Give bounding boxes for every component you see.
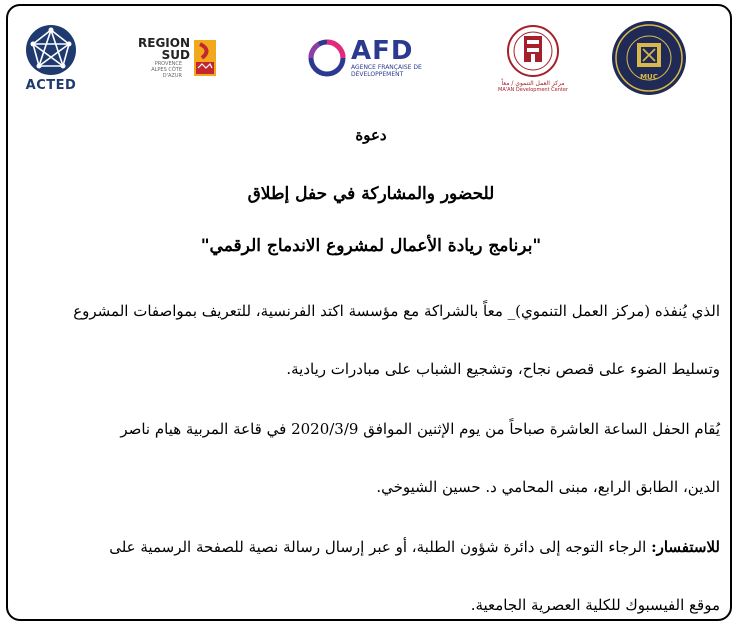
- afd-logo-subtext: AGENCE FRANÇAISE DE DÉVELOPPEMENT: [351, 64, 422, 78]
- paragraph-3-line-2: موقع الفيسبوك للكلية العصرية الجامعية.: [470, 596, 720, 614]
- maan-logo-english-text: MA'AN Development Center: [498, 86, 568, 93]
- muc-seal-icon: [607, 19, 691, 97]
- afd-logo-text: AFD: [351, 36, 414, 66]
- maan-logo: [494, 18, 572, 98]
- muc-logo: [606, 18, 692, 98]
- region-sud-text: REGION SUD: [138, 36, 190, 62]
- maan-emblem-icon: [504, 24, 562, 78]
- paragraph-1-line-1: الذي يُنفذه (مركز العمل التنموي)_ معاً بالشراكة مع مؤسسة اكتد الفرنسية، للتعريف بمواصفات المشروع: [73, 302, 720, 320]
- event-date: 2020/3/9: [291, 420, 359, 438]
- inquiry-label: للاستفسار:: [651, 538, 720, 556]
- maan-logo-arabic-text: مركز العمل التنموي / معاً: [501, 79, 565, 87]
- region-sud-subtext: PROVENCE ALPES CÔTE D'AZUR: [151, 61, 182, 79]
- paragraph-project-description: [22, 296, 720, 384]
- acted-logo: [18, 18, 84, 98]
- event-time-text: يُقام الحفل الساعة العاشرة صباحاً من يوم الإثنين الموافق: [363, 420, 720, 438]
- region-sud-emblem-icon: [194, 40, 216, 76]
- logo-bar: [0, 18, 742, 98]
- invitation-subtitle: للحضور والمشاركة في حفل إطلاق: [247, 184, 495, 204]
- acted-emblem-icon: [25, 24, 77, 76]
- invitation-title: دعوة: [355, 126, 387, 144]
- paragraph-2-line-1: [22, 414, 720, 444]
- inquiry-text: الرجاء التوجه إلى دائرة شؤون الطلبة، أو عبر إرسال رسالة نصية للصفحة الرسمية على: [109, 538, 647, 556]
- event-venue-text: في قاعة المربية هيام ناصر: [120, 420, 287, 438]
- paragraph-event-details: [22, 414, 720, 502]
- acted-logo-text: ACTED: [25, 77, 77, 93]
- muc-seal-text: MUC: [640, 73, 658, 81]
- paragraph-1-line-2: وتسليط الضوء على قصص نجاح، وتشجيع الشباب على مبادرات ريادية.: [286, 360, 720, 378]
- program-name: "برنامج ريادة الأعمال لمشروع الاندماج الرقمي": [200, 236, 542, 256]
- afd-ring-icon: [307, 38, 347, 78]
- afd-logo: [306, 18, 430, 98]
- paragraph-3-line-1: [22, 532, 720, 562]
- region-sud-logo: [132, 18, 222, 98]
- paragraph-inquiries: [22, 532, 720, 620]
- paragraph-2-line-2: الدين، الطابق الرابع، مبنى المحامي د. حسين الشيوخي.: [376, 478, 720, 496]
